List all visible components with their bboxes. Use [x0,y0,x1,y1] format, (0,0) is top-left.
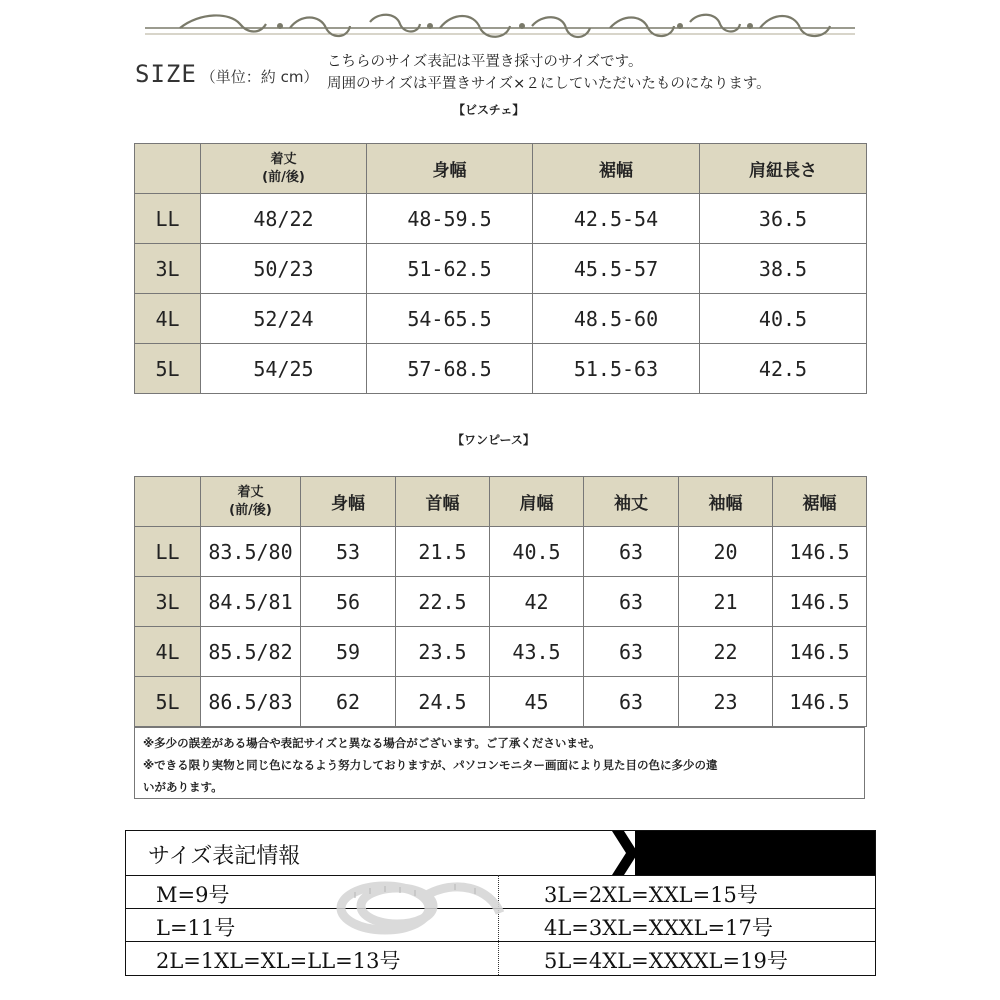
onepiece-header-neck-width: 首幅 [396,477,490,527]
onepiece-header-shoulder-width: 肩幅 [490,477,584,527]
size-cell: LL [135,527,201,577]
table-row [135,627,867,677]
value-cell: 48/22 [201,194,367,244]
table-row [135,677,867,727]
value-cell: 22.5 [396,577,490,627]
size-equivalence: 5L=4XL=XXXXL=19号 [544,949,788,973]
value-cell: 38.5 [700,244,867,294]
onepiece-header-body-width: 身幅 [301,477,396,527]
size-label: SIZE [135,60,197,88]
value-cell: 48.5-60 [533,294,700,344]
bustier-table [134,143,867,394]
size-cell: 5L [135,677,201,727]
value-cell: 52/24 [201,294,367,344]
value-cell: 56 [301,577,396,627]
bustier-header-row [135,144,867,194]
value-cell: 36.5 [700,194,867,244]
value-cell: 40.5 [490,527,584,577]
measurement-notes [327,51,771,95]
bustier-header-hem-width: 裾幅 [533,144,700,194]
value-cell: 62 [301,677,396,727]
disclaimer-line-2: ※できる限り実物と同じ色になるよう努力しておりますが、パソコンモニター画面により見た目の色に多少の違 [143,758,718,772]
value-cell: 50/23 [201,244,367,294]
value-cell: 51.5-63 [533,344,700,394]
header-label: 着丈 (前/後) [262,151,305,185]
value-cell: 21 [679,577,773,627]
value-cell: 54-65.5 [367,294,533,344]
value-cell: 53 [301,527,396,577]
size-equivalence: 4L=3XL=XXXL=17号 [544,916,773,940]
onepiece-header-hem-width: 裾幅 [773,477,867,527]
disclaimer-notes [134,727,865,799]
onepiece-table [134,476,867,727]
note-line-1: こちらのサイズ表記は平置き採寸のサイズです。 [327,54,643,70]
table-row [135,194,867,244]
value-cell: 146.5 [773,677,867,727]
bustier-header-body-width: 身幅 [367,144,533,194]
value-cell: 86.5/83 [201,677,301,727]
value-cell: 146.5 [773,577,867,627]
size-equivalence: 3L=2XL=XXL=15号 [544,883,758,907]
bustier-caption: 【ビスチェ】 [453,103,525,117]
value-cell: 24.5 [396,677,490,727]
size-heading [135,60,318,88]
value-cell: 40.5 [700,294,867,344]
value-cell: 146.5 [773,627,867,677]
value-cell: 45 [490,677,584,727]
onepiece-caption: 【ワンピース】 [452,433,535,447]
value-cell: 43.5 [490,627,584,677]
value-cell: 146.5 [773,527,867,577]
table-row [135,244,867,294]
table-row [135,294,867,344]
onepiece-header-length [201,477,301,527]
size-equivalence: M=9号 [156,883,230,907]
table-row [135,527,867,577]
size-equivalence: 2L=1XL=XL=LL=13号 [156,949,401,973]
value-cell: 20 [679,527,773,577]
size-cell: 3L [135,577,201,627]
table-row [135,344,867,394]
measuring-tape-icon [325,868,510,948]
value-cell: 51-62.5 [367,244,533,294]
value-cell: 57-68.5 [367,344,533,394]
size-equivalence: L=11号 [156,916,236,940]
value-cell: 83.5/80 [201,527,301,577]
value-cell: 48-59.5 [367,194,533,244]
value-cell: 22 [679,627,773,677]
size-cell: 3L [135,244,201,294]
value-cell: 63 [584,677,679,727]
onepiece-header-sleeve-length: 袖丈 [584,477,679,527]
unit-label: （単位：約 cm） [200,68,319,86]
value-cell: 63 [584,577,679,627]
size-cell: 5L [135,344,201,394]
bustier-header-strap-length: 肩紐長さ [700,144,867,194]
note-line-2: 周囲のサイズは平置きサイズ×２にしていただいたものになります。 [327,76,771,92]
value-cell: 42.5-54 [533,194,700,244]
value-cell: 42.5 [700,344,867,394]
table-row [135,577,867,627]
value-cell: 23.5 [396,627,490,677]
value-cell: 85.5/82 [201,627,301,677]
size-info-title: サイズ表記情報 [148,844,301,869]
bustier-header-length [201,144,367,194]
header-label: 着丈 (前/後) [229,484,272,518]
header-black-band [635,831,875,875]
value-cell: 54/25 [201,344,367,394]
value-cell: 84.5/81 [201,577,301,627]
value-cell: 63 [584,627,679,677]
value-cell: 42 [490,577,584,627]
corner-cell [135,144,201,194]
value-cell: 21.5 [396,527,490,577]
ornament-divider [140,8,860,48]
disclaimer-line-1: ※多少の誤差がある場合や表記サイズと異なる場合がございます。ご了承くださいませ。 [143,736,601,750]
size-cell: LL [135,194,201,244]
value-cell: 23 [679,677,773,727]
value-cell: 45.5-57 [533,244,700,294]
onepiece-header-row [135,477,867,527]
value-cell: 59 [301,627,396,677]
size-cell: 4L [135,294,201,344]
onepiece-header-sleeve-width: 袖幅 [679,477,773,527]
corner-cell [135,477,201,527]
disclaimer-line-3: いがあります。 [143,780,223,794]
value-cell: 63 [584,527,679,577]
size-cell: 4L [135,627,201,677]
